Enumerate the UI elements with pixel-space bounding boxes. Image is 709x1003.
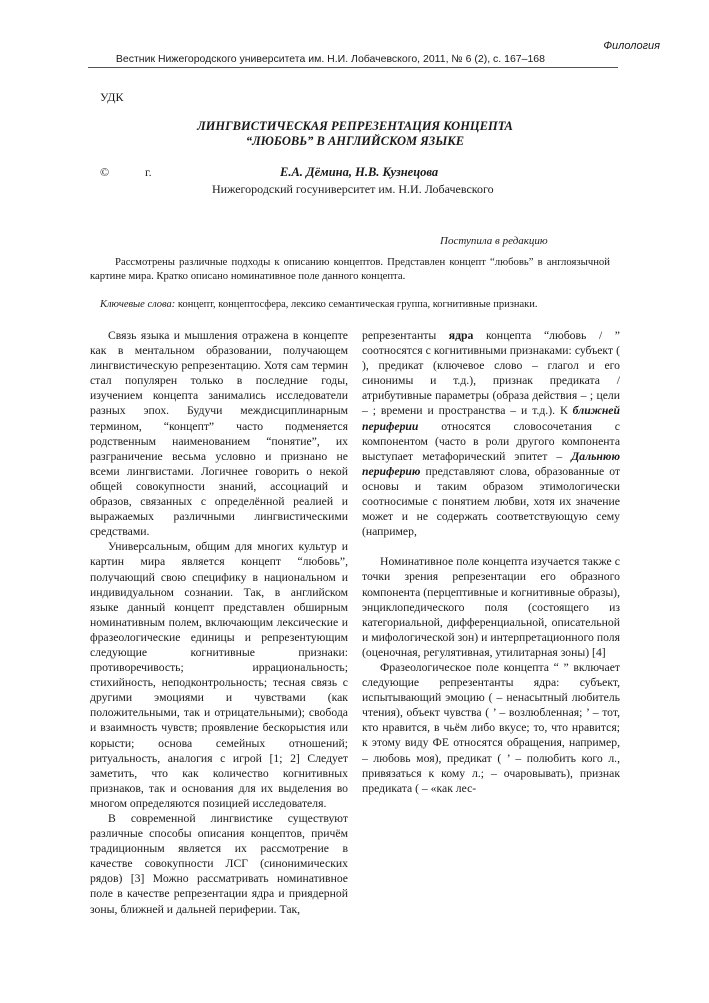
paragraph: Универсальным, общим для многих культур и картин мира является концепт “любовь”, получающий свою специфику в национальном и индивидуальном сознании. Так, в английском языке данный концепт представлен обширным номинативным полем, включающим лексические и фразеологические единицы и репрезентующим следующие когнитивные признаки: противоречивость; иррациональность; стихийность, неподконтрольность; тесная связь с другими эмоциями и чувствами (как положительными, так и отрицательными); свобода и взаимность чувств; проявление бескорыстия или корысти; основа семейных отношений; ритуальность, аналогия с игрой [1; 2] Следует заметить, что как количество когнитивных признаков, так и основания для их выделения во многом определяются позицией исследователя.	[90, 540, 348, 810]
udk-label: УДК	[100, 90, 124, 104]
copyright-sign: ©	[100, 165, 110, 179]
text-run: представляют слова, образованные от основы и таким образом этимологически соотносимые с понятием любви, хотя их значение может и не содержать соответствующую сему (например,	[362, 464, 620, 539]
keywords-list: концепт, концептосфера, лексико семантическая группа, когнитивные признаки.	[175, 299, 538, 310]
body-column-left	[90, 328, 348, 917]
received-note: Поступила в редакцию	[440, 235, 548, 247]
paragraph	[362, 328, 620, 539]
term-far-periphery: Дальнюю периферию	[362, 449, 620, 478]
running-header-journal: Вестник Нижегородского университета им. Н.И. Лобачевского, 2011, № 6 (2), с. 167–168	[115, 53, 545, 65]
running-header-section: Филология	[603, 40, 660, 52]
paragraph: Номинативное поле концепта изучается также с точки зрения репрезентации его образного компонента (перцептивные и когнитивные образы), энциклопедического поля (состоящего из категориальной, дифференциальной, описательной и мифологической зон) и интерпретационного поля (оценочная, регулятивная, утилитарная зоны) [4]	[362, 555, 620, 659]
title-line-1: ЛИНГВИСТИЧЕСКАЯ РЕПРЕЗЕНТАЦИЯ КОНЦЕПТА	[197, 119, 513, 133]
title-line-2: “ЛЮБОВЬ” В АНГЛИЙСКОМ ЯЗЫКЕ	[245, 134, 465, 148]
keywords-label: Ключевые слова:	[100, 299, 176, 310]
paragraph: Связь языка и мышления отражена в концепте как в ментальном образовании, получающем лингвистическую репрезентацию. Хотя сам термин стал популярен только в последние годы, изучением концепта занимались исследователи разных эпох. Будучи междисциплинарным термином, “концепт” часто подменяется родственным наименованием “понятие”, их разграничение весьма условно и признано не всеми лингвистами. Логичнее говорить о некой общей совокупности знаний, ассоциаций и образов, связанных с определённой реалией и выражаемых различными лингвистическими средствами.	[90, 329, 348, 539]
article-title	[100, 119, 610, 149]
paragraph: В современной лингвистике существуют различные способы описания концептов, причём традиционным является их рассмотрение в качестве совокупности ЛСГ (синонимических рядов) [3] Можно рассматривать номинативное поле в качестве репрезентации ядра и приядерной зоны, ближней и дальней периферии. Так,	[90, 812, 348, 916]
header-rule	[88, 67, 618, 68]
text-run: концепта “любовь / ” соотносятся с когнитивными признаками: субъект ( ), предикат (ключевое слово – глагол и его синонимы и т.д.), признак предиката / атрибутивные параметры (образа действия – ; цели – ; времени и пространства – и т.д.). К	[362, 329, 620, 418]
body-column-right	[362, 328, 620, 796]
text-run: репрезентанты	[362, 329, 449, 342]
term-near-periphery: ближней периферии	[362, 404, 620, 433]
affiliation: Нижегородский госуниверситет им. Н.И. Лобачевского	[212, 182, 494, 196]
paragraph: Фразеологическое поле концепта “ ” включает следующие репрезентанты ядра: субъект, испытывающий эмоцию ( – ненасытный любитель чтения), объект чувства ( ’ – возлюбленная; ’ – тот, кто нравится, в чьём либо вкусе; то, что нравится; к этому виду ФЕ относятся обращения, например, – любовь моя), предикат ( ’ – полюбить кого л., привязаться к кому л.; – очаровывать), признак предиката ( – «как лес-	[362, 660, 620, 795]
text-run: относятся словосочетания с компонентом (часто в роли другого компонента выступает метафорический эпитет –	[362, 419, 620, 463]
term-core: ядра	[448, 329, 474, 342]
abstract: Рассмотрены различные подходы к описанию концептов. Представлен концепт “любовь” в англоязычной картине мира. Кратко описано номинативное поле данного концепта.	[90, 256, 610, 282]
authors: Е.А. Дёмина, Н.В. Кузнецова	[280, 165, 439, 179]
copyright-year: г.	[145, 165, 152, 179]
keywords	[100, 298, 610, 312]
